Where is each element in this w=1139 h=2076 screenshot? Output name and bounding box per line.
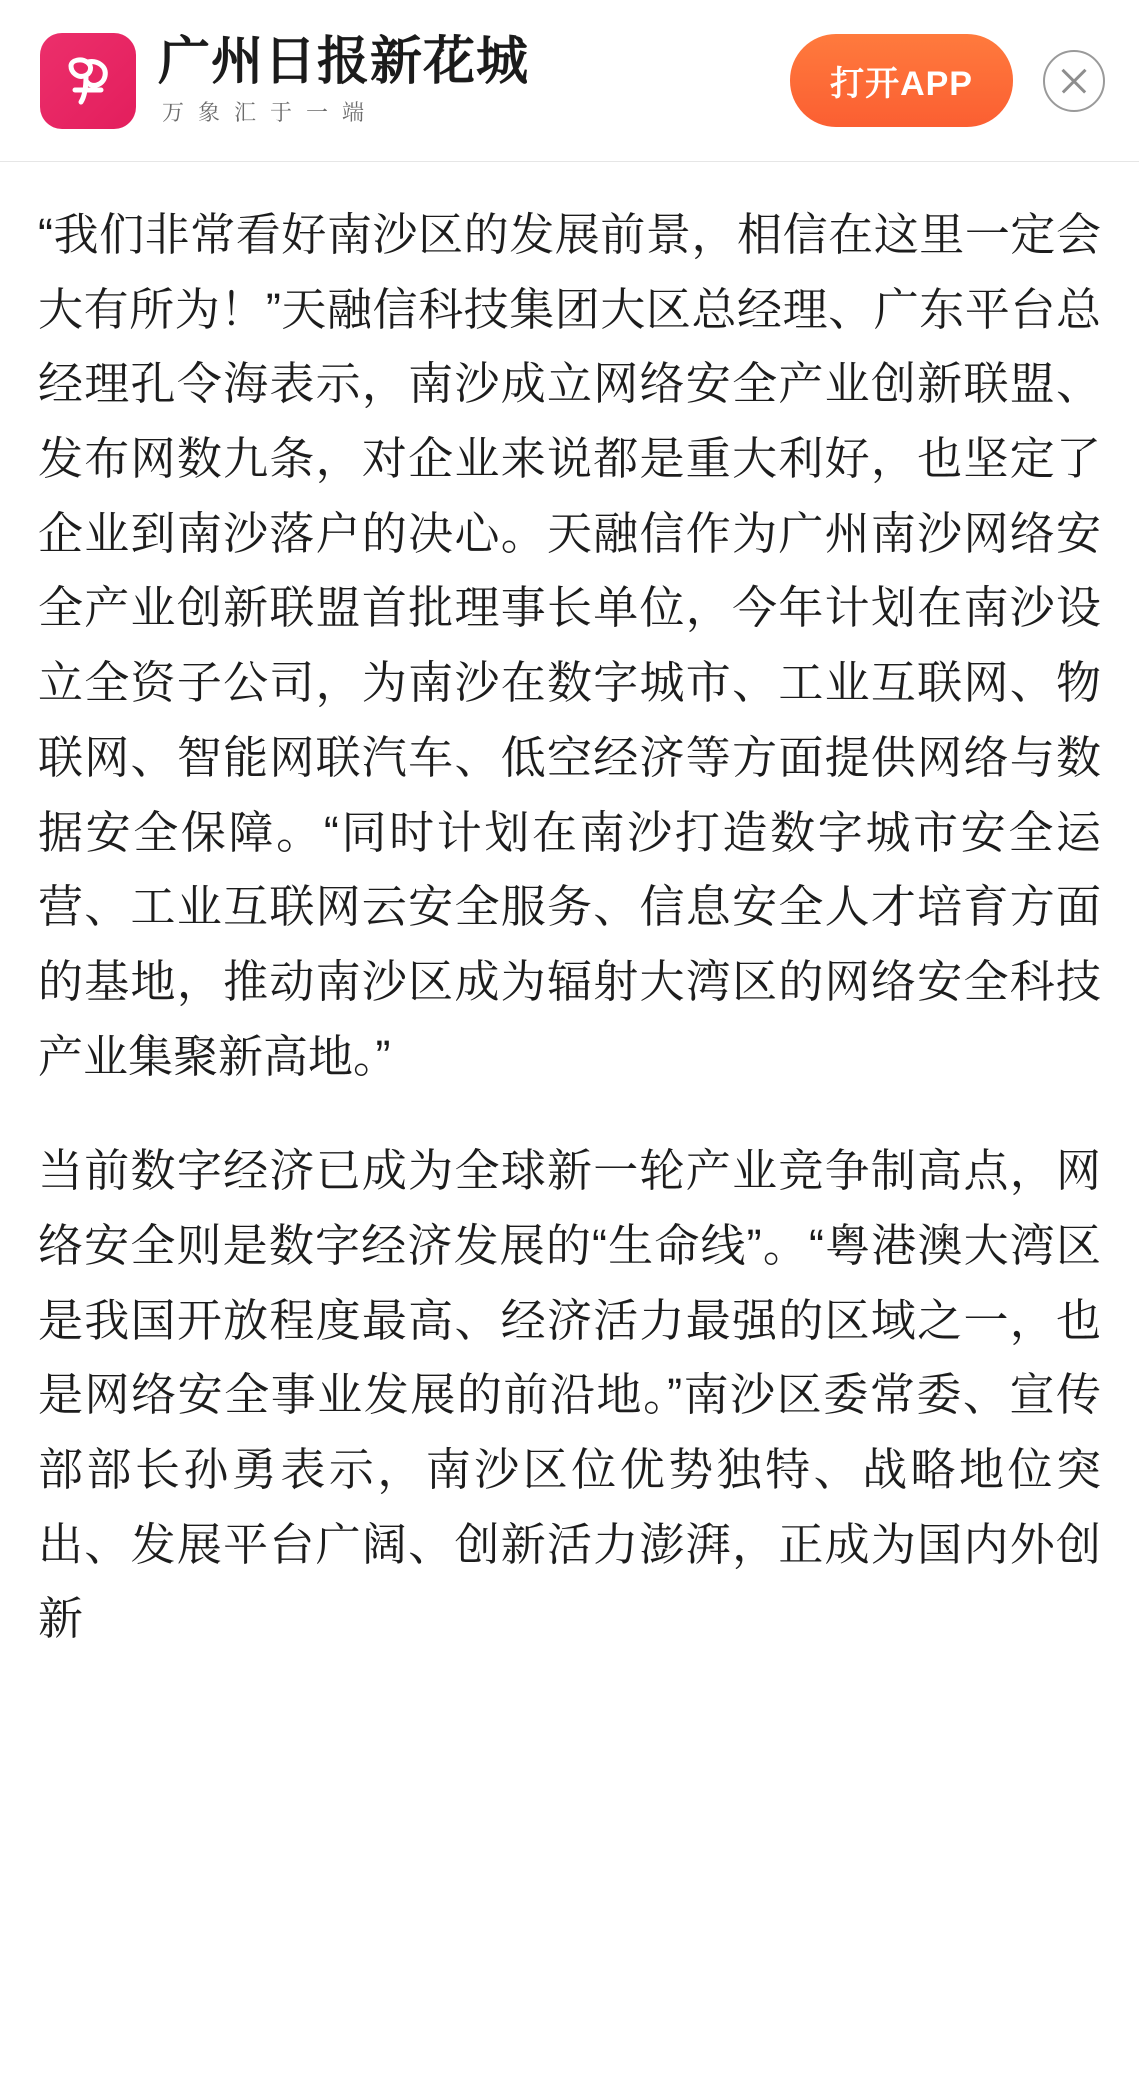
article-paragraph: “我们非常看好南沙区的发展前景，相信在这里一定会大有所为！”天融信科技集团大区总经理、广东平台总经理孔令海表示，南沙成立网络安全产业创新联盟、发布网数九条，对企业来说都是重大利好，也坚定了企业到南沙落户的决心。天融信作为广州南沙网络安全产业创新联盟首批理事长单位，今年计划在南沙设立全资子公司，为南沙在数字城市、工业互联网、物联网、智能网联汽车、低空经济等方面提供网络与数据安全保障。“同时计划在南沙打造数字城市安全运营、工业互联网云安全服务、信息安全人才培育方面的基地，推动南沙区成为辐射大湾区的网络安全科技产业集聚新高地。”: [38, 209, 1101, 1082]
article-body: [0, 162, 1139, 1697]
close-icon[interactable]: [1043, 50, 1105, 112]
brand-subtitle: 万象汇于一端: [162, 100, 379, 126]
brand-block: [40, 33, 529, 129]
brand-text: [158, 34, 529, 127]
brand-title: 广州日报新花城: [158, 32, 530, 91]
app-promo-bar: [0, 0, 1139, 162]
brand-flower-logo-icon: [40, 33, 136, 129]
article-paragraph: 当前数字经济已成为全球新一轮产业竞争制高点，网络安全则是数字经济发展的“生命线”。“粤港澳大湾区是我国开放程度最高、经济活力最强的区域之一，也是网络安全事业发展的前沿地。”南沙区委常委、宣传部部长孙勇表示，南沙区位优势独特、战略地位突出、发展平台广阔、创新活力澎湃，正成为国内外创新: [38, 1145, 1101, 1645]
open-app-button[interactable]: 打开APP: [790, 34, 1013, 127]
